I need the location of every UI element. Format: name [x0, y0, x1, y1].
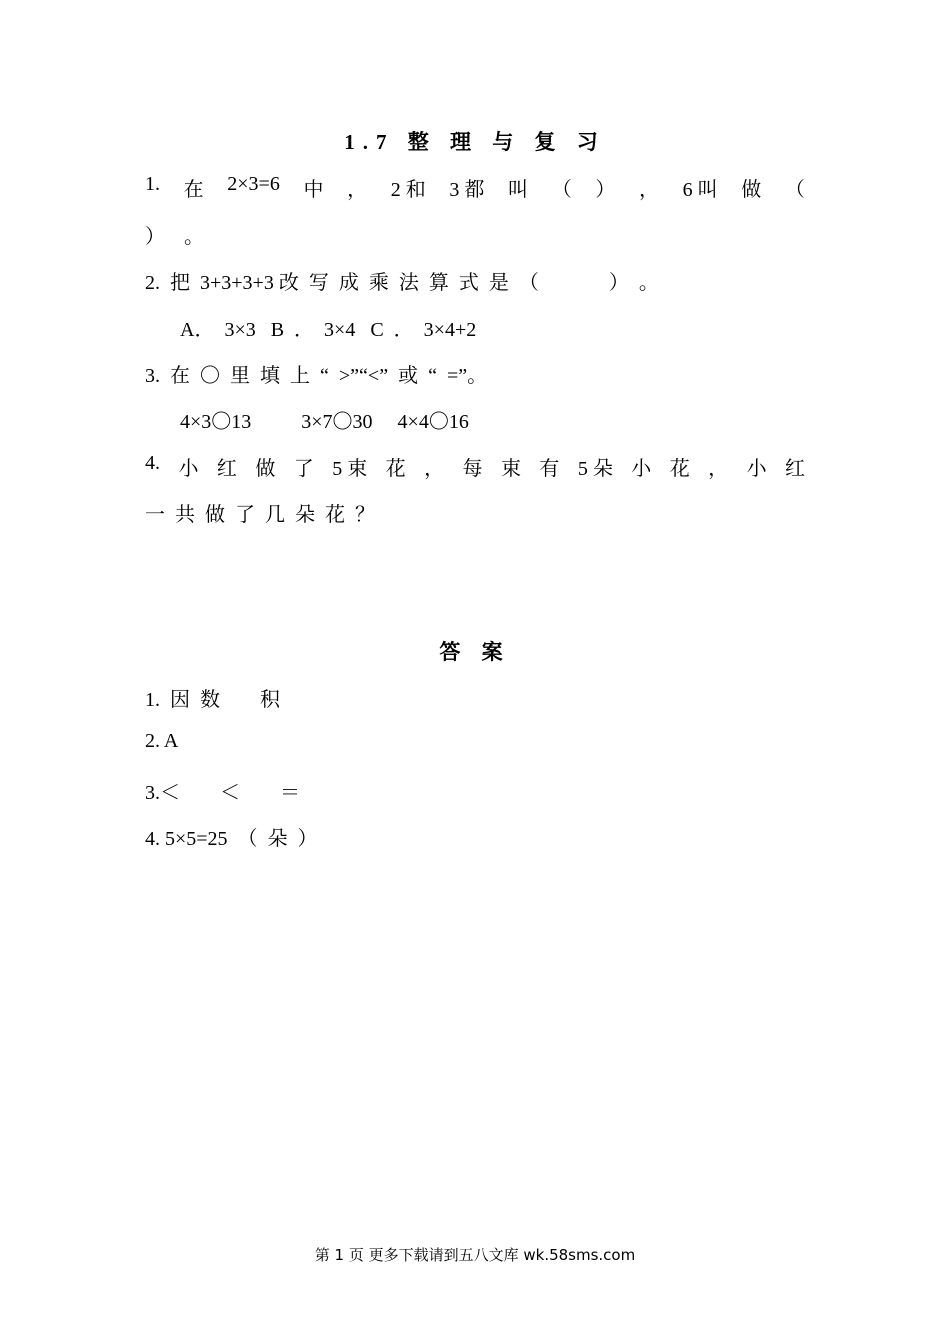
answer-2: 2. A: [145, 730, 179, 752]
word-token: ）: [595, 179, 616, 201]
word-token: ，: [708, 458, 729, 480]
word-token: ，: [424, 458, 445, 480]
word-token: 2×3=6: [227, 173, 280, 195]
word-token: 做: [255, 458, 276, 480]
word-token: 2 和: [390, 179, 426, 201]
question-1-line-2: ） 。: [145, 226, 207, 248]
question-1-line-1: [145, 173, 805, 202]
word-token: 6 叫: [682, 179, 718, 201]
page-footer: 第 1 页 更多下载请到五八文库 wk.58sms.com: [314, 1246, 636, 1264]
answer-4: 4. 5×5=25 （ 朵 ）: [145, 828, 318, 850]
word-token: 5 朵: [577, 458, 613, 480]
answers-title: 答 案: [439, 640, 511, 664]
section-title: 1.7 整 理 与 复 习: [344, 130, 606, 154]
word-token: 有: [539, 458, 560, 480]
word-token: 1.: [145, 173, 160, 195]
word-token: 小: [746, 458, 767, 480]
word-token: （: [551, 179, 572, 201]
word-token: 小: [178, 458, 199, 480]
word-token: ，: [347, 179, 368, 201]
word-token: 4.: [145, 452, 160, 474]
word-token: 中: [303, 179, 324, 201]
question-4-line-2: 一 共 做 了 几 朵 花 ？: [145, 504, 375, 526]
word-token: 3 都: [449, 179, 485, 201]
answer-1: 1. 因 数 积: [145, 689, 280, 711]
question-2-options: A． 3×3 B ． 3×4 C ． 3×4+2: [180, 319, 477, 341]
word-token: 每: [462, 458, 483, 480]
question-4-line-1: [145, 452, 805, 481]
word-token: （: [784, 179, 805, 201]
word-token: 了: [293, 458, 314, 480]
word-token: 叫: [508, 179, 529, 201]
word-token: 做: [741, 179, 762, 201]
word-token: 在: [183, 179, 204, 201]
word-token: 小: [631, 458, 652, 480]
question-3-items: 4×3〇13 3×7〇30 4×4〇16: [180, 411, 469, 433]
word-token: 花: [669, 458, 690, 480]
word-token: 红: [785, 458, 805, 480]
answer-3: 3.＜ ＜ ＝: [145, 782, 300, 804]
word-token: 束: [500, 458, 521, 480]
word-token: 5 束: [332, 458, 368, 480]
word-token: ，: [638, 179, 659, 201]
word-token: 花: [385, 458, 406, 480]
question-2: 2. 把 3+3+3+3 改 写 成 乘 法 算 式 是 （ ） 。: [145, 272, 659, 294]
word-token: 红: [216, 458, 237, 480]
question-3: 3. 在 〇 里 填 上 “ >”“<” 或 “ =”。: [145, 365, 488, 387]
